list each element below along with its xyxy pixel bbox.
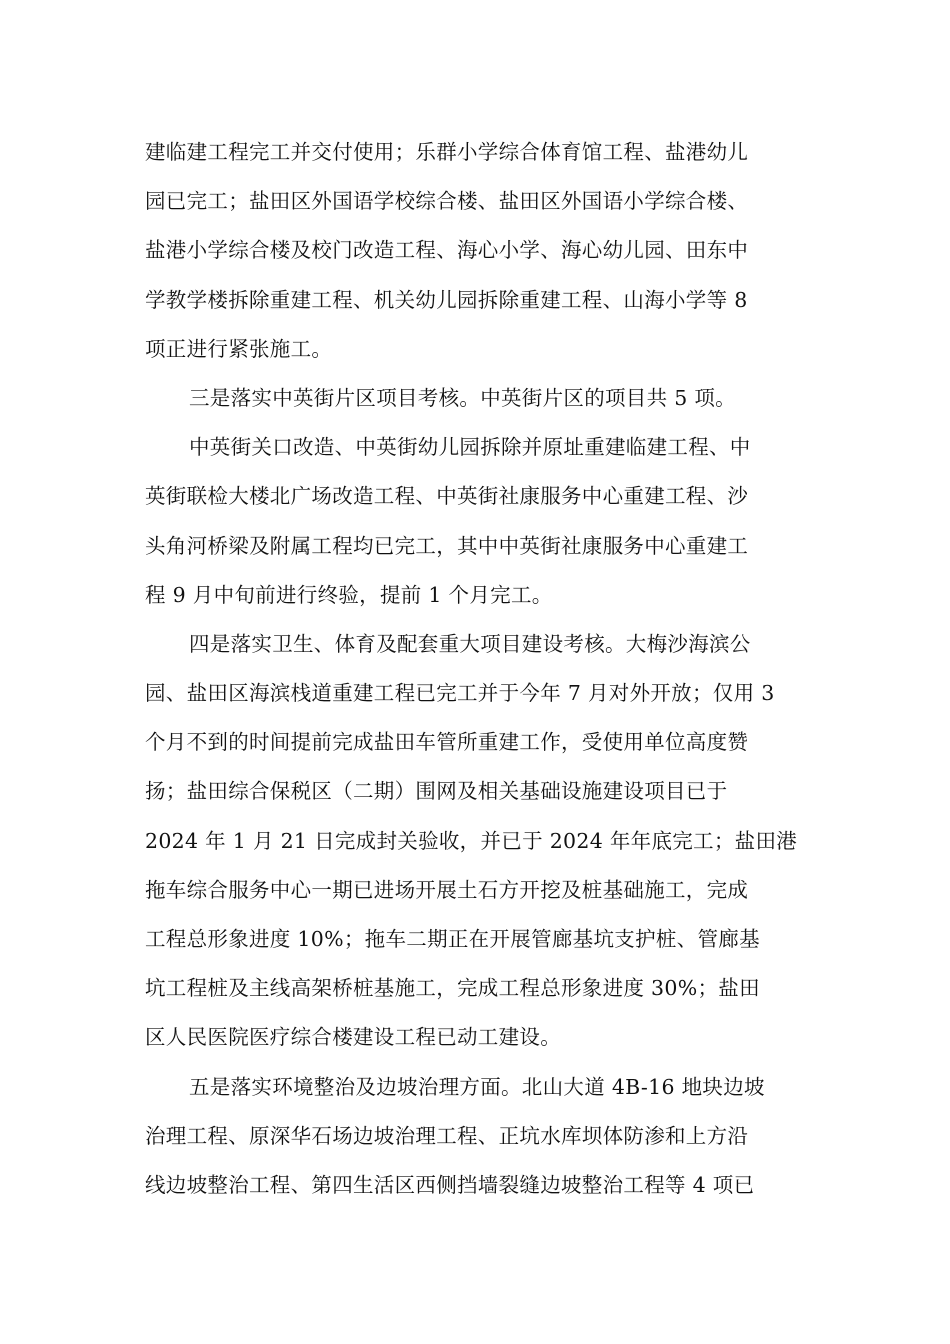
body-text [145, 128, 809, 1210]
text-line: 工程总形象进度 10%；拖车二期正在开展管廊基坑支护桩、管廊基 [145, 927, 760, 951]
text-line: 盐港小学综合楼及校门改造工程、海心小学、海心幼儿园、田东中 [145, 238, 749, 263]
text-line: 坑工程桩及主线高架桥桩基施工，完成工程总形象进度 30%；盐田 [145, 976, 760, 1001]
text-line: 园、盐田区海滨栈道重建工程已完工并于今年 7 月对外开放；仅用 3 [145, 681, 775, 706]
text-line: 英街联检大楼北广场改造工程、中英街社康服务中心重建工程、沙 [145, 484, 749, 509]
text-line: 程 9 月中旬前进行终验，提前 1 个月完工。 [145, 582, 553, 607]
text-line: 项正进行紧张施工。 [145, 336, 333, 361]
text-line: 扬；盐田综合保税区（二期）围网及相关基础设施建设项目已于 [145, 779, 728, 804]
text-line: 学教学楼拆除重建工程、机关幼儿园拆除重建工程、山海小学等 8 [145, 287, 748, 312]
text-line: 建临建工程完工并交付使用；乐群小学综合体育馆工程、盐港幼儿 [145, 140, 749, 164]
paragraph-start-line: 三是落实中英街片区项目考核。中英街片区的项目共 5 项。 [189, 385, 736, 410]
text-line: 2024 年 1 月 21 日完成封关验收，并已于 2024 年年底完工；盐田港 [145, 828, 798, 853]
text-line: 头角河桥梁及附属工程均已完工，其中中英街社康服务中心重建工 [145, 533, 749, 558]
text-line: 园已完工；盐田区外国语学校综合楼、盐田区外国语小学综合楼、 [145, 189, 749, 214]
paragraph-start-line: 中英街关口改造、中英街幼儿园拆除并原址重建临建工程、中 [189, 435, 751, 460]
text-line: 区人民医院医疗综合楼建设工程已动工建设。 [145, 1025, 561, 1050]
paragraph-start-line: 四是落实卫生、体育及配套重大项目建设考核。大梅沙海滨公 [189, 631, 751, 656]
text-line: 治理工程、原深华石场边坡治理工程、正坑水库坝体防渗和上方沿 [145, 1123, 749, 1148]
text-line: 线边坡整治工程、第四生活区西侧挡墙裂缝边坡整治工程等 4 项已 [145, 1172, 755, 1197]
paragraph-start-line: 五是落实环境整治及边坡治理方面。北山大道 4B-16 地块边坡 [189, 1074, 765, 1099]
text-line: 拖车综合服务中心一期已进场开展土石方开挖及桩基础施工，完成 [145, 877, 749, 902]
text-line: 个月不到的时间提前完成盐田车管所重建工作，受使用单位高度赞 [145, 730, 749, 755]
